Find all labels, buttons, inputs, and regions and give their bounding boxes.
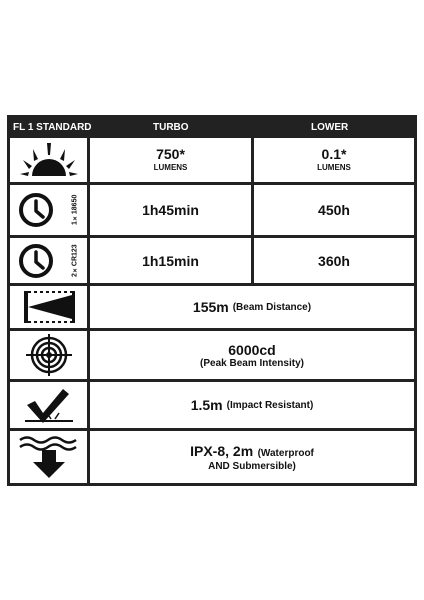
runtime-18650-icon-cell: [10, 185, 87, 235]
header-lower: LOWER: [311, 122, 349, 133]
beam-distance-label: (Beam Distance): [232, 301, 312, 313]
turbo-lumens-unit: LUMENS: [153, 163, 188, 172]
beam-distance-cell: [90, 286, 414, 328]
lower-lumens-value: 0.1*: [321, 146, 347, 162]
impact-cell: [90, 382, 414, 428]
clock-icon: [18, 243, 54, 279]
water-arrow-icon: [10, 431, 87, 483]
lower-runtime-cr123-cell: [254, 238, 414, 283]
beam-distance-icon: [10, 286, 87, 328]
beam-distance-value: 155m: [192, 299, 229, 315]
peak-intensity-label: (Peak Beam Intensity): [200, 357, 304, 369]
peak-intensity-value: 6000cd: [228, 341, 276, 358]
waterproof-value: IPX-8, 2m: [190, 442, 254, 459]
battery-label-18650: 1×18650: [71, 194, 79, 226]
battery-label-cr123: 2×CR123: [71, 244, 79, 277]
impact-check-icon: [10, 382, 87, 428]
impact-label: (Impact Resistant): [226, 399, 314, 411]
waterproof-label-line1: (Waterproof: [257, 447, 314, 459]
lower-runtime-cr123: 360h: [318, 252, 350, 269]
peak-intensity-cell: [90, 331, 414, 379]
turbo-runtime-cr123: 1h15min: [142, 252, 199, 269]
runtime-cr123-icon-cell: [10, 238, 87, 283]
header-turbo: TURBO: [153, 122, 189, 133]
lower-runtime-18650: 450h: [318, 202, 350, 218]
turbo-runtime-18650: 1h45min: [142, 202, 199, 218]
lower-lumens-unit: LUMENS: [317, 163, 351, 172]
impact-value: 1.5m: [190, 397, 223, 413]
sun-rays-icon: [10, 138, 87, 182]
turbo-runtime-cr123-cell: [90, 238, 251, 283]
lower-runtime-18650-cell: [254, 185, 414, 235]
lower-output-cell: [254, 138, 414, 182]
target-icon: [10, 331, 87, 379]
turbo-lumens-value: 750*: [156, 146, 185, 162]
header-standard: FL 1 STANDARD: [13, 122, 92, 133]
turbo-runtime-18650-cell: [90, 185, 251, 235]
clock-icon: [18, 192, 54, 228]
waterproof-cell: [90, 431, 414, 483]
waterproof-label-line2: AND Submersible): [208, 460, 296, 472]
turbo-output-cell: [90, 138, 251, 182]
spec-table: [7, 115, 417, 486]
table-header: [7, 115, 417, 138]
